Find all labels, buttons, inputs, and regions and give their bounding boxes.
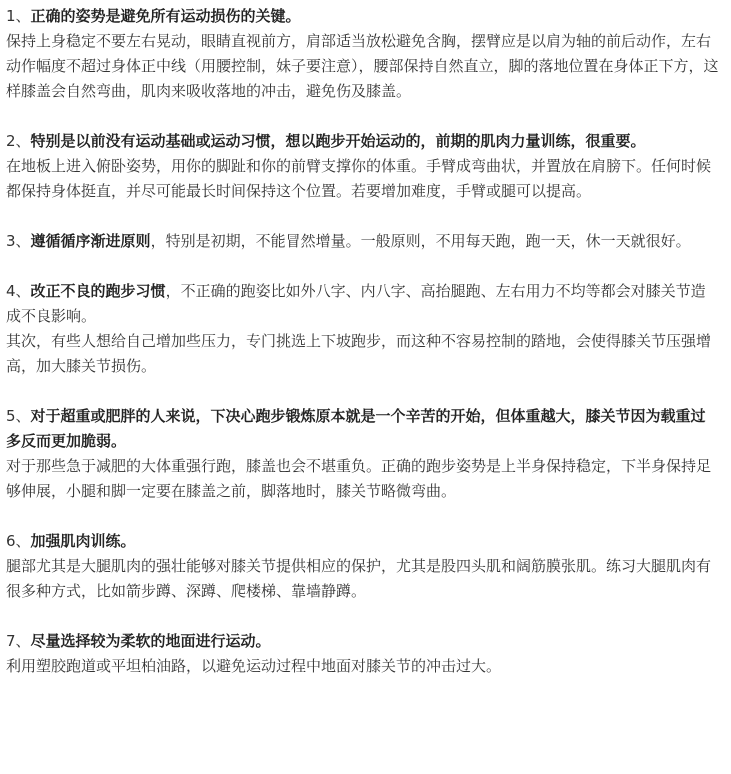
section-3 [6,229,719,254]
section-heading: 遵循循序渐进原则 [30,232,151,250]
section-number: 3、 [6,232,31,250]
section-body-paragraph: 对于那些急于减肥的大体重强行跑，膝盖也会不堪重负。正确的跑步姿势是上半身保持稳定，下半身保持足够伸展，小腿和脚一定要在膝盖之前，脚落地时，膝关节略微弯曲。 [6,457,712,500]
section-heading-line [6,404,719,454]
section-number: 5、 [6,407,31,425]
section-number: 6、 [6,532,31,550]
section-body-paragraph: 利用塑胶跑道或平坦柏油路，以避免运动过程中地面对膝关节的冲击过大。 [6,657,502,675]
section-1 [6,4,719,104]
section-heading-continuation: ，特别是初期，不能冒然增量。一般原则，不用每天跑，跑一天，休一天就很好。 [150,232,691,250]
section-heading-line [6,4,719,29]
section-number: 1、 [6,7,31,25]
section-5 [6,404,719,504]
section-body-paragraph: 在地板上进入俯卧姿势，用你的脚趾和你的前臂支撑你的体重。手臂成弯曲状，并置放在肩膀下。任何时候都保持身体挺直，并尽可能最长时间保持这个位置。若要增加难度，手臂或腿可以提高。 [6,157,712,200]
section-heading: 正确的姿势是避免所有运动损伤的关键。 [30,7,301,25]
section-heading: 加强肌肉训练。 [30,532,136,550]
section-heading-line [6,529,719,554]
section-heading: 尽量选择较为柔软的地面进行运动。 [30,632,271,650]
section-body-paragraph: 其次，有些人想给自己增加些压力，专门挑选上下坡跑步，而这种不容易控制的踏地，会使得膝关节压强增高，加大膝关节损伤。 [6,332,712,375]
section-body-paragraph: 保持上身稳定不要左右晃动，眼睛直视前方，肩部适当放松避免含胸，摆臂应是以肩为轴的前后动作，左右动作幅度不超过身体正中线（用腰控制，妹子要注意），腰部保持自然直立，脚的落地位置在身体正下方，这样膝盖会自然弯曲，肌肉来吸收落地的冲击，避免伤及膝盖。 [6,32,719,100]
section-4 [6,279,719,379]
section-body-paragraph: 腿部尤其是大腿肌肉的强壮能够对膝关节提供相应的保护，尤其是股四头肌和阔筋膜张肌。练习大腿肌肉有很多种方式，比如箭步蹲、深蹲、爬楼梯、靠墙静蹲。 [6,557,712,600]
section-7 [6,629,719,679]
section-number: 4、 [6,282,31,300]
section-heading-line [6,229,719,254]
section-number: 2、 [6,132,31,150]
section-heading-continuation: ，不正确的跑姿比如外八字、内八字、高抬腿跑、左右用力不均等都会对膝关节造成不良影响。 [6,282,706,325]
section-number: 7、 [6,632,31,650]
section-heading-line [6,279,719,329]
section-2 [6,129,719,204]
section-heading-line [6,629,719,654]
section-heading: 特别是以前没有运动基础或运动习惯，想以跑步开始运动的，前期的肌肉力量训练，很重要。 [30,132,646,150]
section-heading-line [6,129,719,154]
section-heading: 对于超重或肥胖的人来说，下决心跑步锻炼原本就是一个辛苦的开始，但体重越大，膝关节因为载重过多反而更加脆弱。 [6,407,706,450]
section-heading: 改正不良的跑步习惯 [30,282,166,300]
section-6 [6,529,719,604]
